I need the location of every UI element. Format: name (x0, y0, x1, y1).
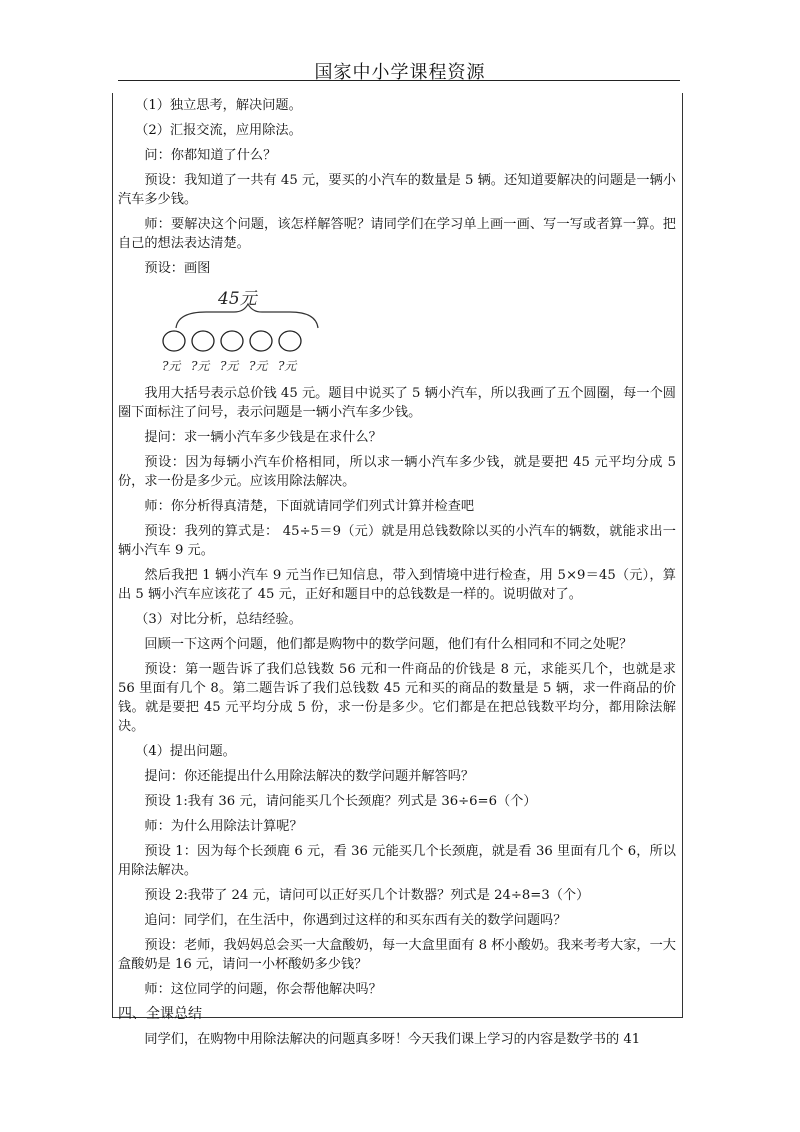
paragraph: 然后我把 1 辆小汽车 9 元当作已知信息，带入到情境中进行检查，用 5×9＝45（元），算出 5 辆小汽车应该花了 45 元，正好和题目中的总钱数是一样的。说明做对了。 (118, 568, 676, 602)
paragraph: 预设：第一题告诉了我们总钱数 56 元和一件商品的价钱是 8 元，求能买几个，也就是求 56 里面有几个 8。第二题告诉了我们总钱数 45 元和买的商品的数量是 5 辆，求一件商品的价钱。就是要把 45 元平均分成 5 份，求一份是多少。它们都是在把总钱数平均分，都用除法解决。 (118, 662, 676, 734)
paragraph: 师：要解决这个问题，该怎样解答呢？请同学们在学习单上画一画、写一写或者算一算。把自己的想法表达清楚。 (118, 217, 676, 251)
unknown-price-label: ?元 (249, 359, 268, 373)
paragraph: 同学们，在购物中用除法解决的问题真多呀！今天我们课上学习的内容是数学书的 41 (144, 1032, 641, 1047)
circle-icon (221, 331, 243, 351)
paragraph: 预设：画图 (144, 261, 211, 276)
paragraph: 我用大括号表示总价钱 45 元。题目中说买了 5 辆小汽车，所以我画了五个圆圈，每一个圆圈下面标注了问号，表示问题是一辆小汽车多少钱。 (118, 386, 676, 420)
paragraph: 预设 1：因为每个长颈鹿 6 元，看 36 元能买几个长颈鹿，就是看 36 里面有几个 6，所以用除法解决。 (118, 844, 676, 878)
lesson-content (118, 96, 676, 1055)
step-4-heading: （4）提出问题。 (135, 744, 236, 759)
unknown-price-label: ?元 (191, 359, 210, 373)
paragraph: 师：你分析得真清楚，下面就请同学们列式计算并检查吧 (144, 499, 475, 514)
paragraph: 预设：我列的算式是： 45÷5＝9（元）就是用总钱数除以买的小汽车的辆数，就能求出一辆小汽车 9 元。 (118, 524, 676, 558)
paragraph: 问：你都知道了什么？ (144, 148, 277, 163)
paragraph: 预设：我知道了一共有 45 元，要买的小汽车的数量是 5 辆。还知道要解决的问题是一辆小汽车多少钱。 (118, 173, 676, 207)
step-1-heading: （1）独立思考，解决问题。 (135, 98, 302, 113)
header-title: 国家中小学课程资源 (314, 62, 486, 83)
circle-icon (163, 331, 185, 351)
paragraph: 预设：因为每辆小汽车价格相同，所以求一辆小汽车多少钱，就是要把 45 元平均分成 5 份，求一份是多少元。应该用除法解决。 (118, 455, 676, 489)
paragraph: 追问：同学们，在生活中，你遇到过这样的和买东西有关的数学问题吗？ (144, 913, 567, 928)
paragraph: 预设：老师，我妈妈总会买一大盒酸奶，每一大盒里面有 8 杯小酸奶。我来考考大家，一大盒酸奶是 16 元，请问一小杯酸奶多少钱？ (118, 938, 676, 972)
paragraph: 师：这位同学的问题，你会帮他解决吗？ (144, 982, 382, 997)
circles-diagram-svg (156, 284, 356, 378)
hand-drawn-diagram (118, 284, 676, 378)
circle-icon (250, 331, 272, 351)
paragraph: 回顾一下这两个问题，他们都是购物中的数学问题，他们有什么相同和不同之处呢？ (144, 637, 633, 652)
step-3-heading: （3）对比分析，总结经验。 (135, 612, 302, 627)
paragraph: 提问：求一辆小汽车多少钱是在求什么？ (144, 430, 382, 445)
header-rule (118, 80, 680, 81)
circle-icon (279, 331, 301, 351)
section-heading-summary: 四、全课总结 (118, 1006, 202, 1022)
step-2-heading: （2）汇报交流，应用除法。 (135, 123, 302, 138)
unknown-price-label: ?元 (162, 359, 181, 373)
paragraph: 预设 2:我带了 24 元，请问可以正好买几个计数器？列式是 24÷8=3（个） (144, 888, 590, 903)
unknown-price-label: ?元 (278, 359, 297, 373)
paragraph: 提问：你还能提出什么用除法解决的数学问题并解答吗？ (144, 769, 475, 784)
total-price-label: 45元 (218, 289, 257, 309)
circle-icon (192, 331, 214, 351)
unknown-price-label: ?元 (220, 359, 239, 373)
paragraph: 师：为什么用除法计算呢？ (144, 819, 303, 834)
paragraph: 预设 1:我有 36 元，请问能买几个长颈鹿？列式是 36÷6=6（个） (144, 794, 537, 809)
